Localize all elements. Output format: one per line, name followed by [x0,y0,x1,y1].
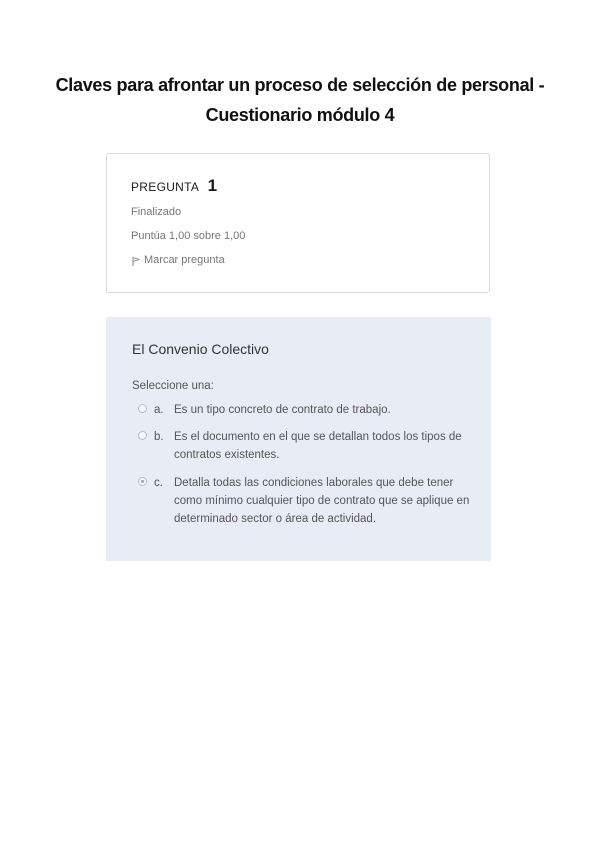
question-heading [131,176,217,196]
answer-prompt: Seleccione una: [132,380,214,392]
question-number: 1 [207,176,218,195]
question-grade: Puntúa 1,00 sobre 1,00 [131,230,246,242]
question-label: PREGUNTA [131,180,200,194]
question-info-card [106,153,490,293]
radio-c[interactable] [138,477,147,486]
question-text: El Convenio Colectivo [132,341,269,357]
option-letter-c: c. [154,477,163,489]
option-letter-b: b. [154,431,164,443]
option-letter-a: a. [154,404,164,416]
radio-a[interactable] [138,404,147,413]
page-title [40,70,560,130]
option-text-a: Es un tipo concreto de contrato de trabajo. [174,404,391,416]
flag-question-label: Marcar pregunta [144,254,225,266]
radio-b[interactable] [138,431,147,440]
option-text-c: Detalla todas las condiciones laborales que debe tener como mínimo cualquier tipo de contrato que se aplique en determinado sector o área de actividad. [174,477,470,525]
option-text-b: Es el documento en el que se detallan todos los tipos de contratos existentes. [174,431,462,461]
page-title-line-2: Cuestionario módulo 4 [205,105,395,125]
question-card [106,317,491,561]
flag-question-button[interactable] [131,254,225,266]
page-title-line-1: Claves para afrontar un proceso de selección de personal - [55,75,545,95]
flag-icon [131,256,141,266]
question-state: Finalizado [131,206,182,218]
